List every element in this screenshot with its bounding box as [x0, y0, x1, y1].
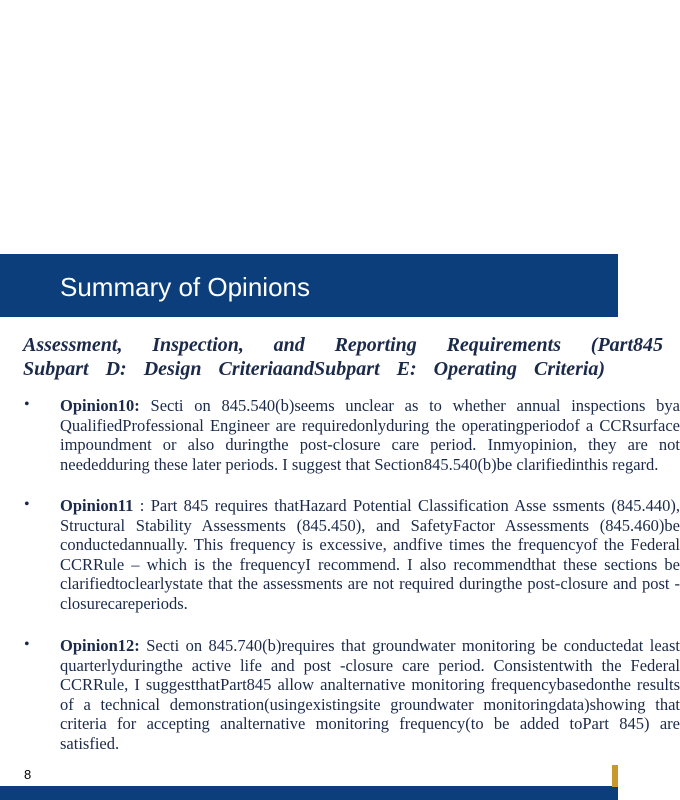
opinion-text: : Part 845 requires thatHazard Potential Classification Asse ssments (845.440), Structural Stability Assessments (845.450), and SafetyFactor Assessments (845.460)be conductedannually. This frequency is excessive, andfive times the frequencyof the Federal CCRRule – which is the frequencyI recommend. I also recommendthat these sections be clarifiedtoclearlystate that the assessments are not required duringthe post-closure and post -closurecareperiods. [60, 496, 680, 613]
section-heading [23, 333, 663, 381]
footer-bar [0, 786, 618, 800]
bullet-marker: • [24, 396, 30, 413]
corner-accent [612, 765, 618, 787]
opinion-label: Opinion10: [60, 396, 140, 415]
bullet-marker: • [24, 636, 30, 653]
opinion-12 [60, 636, 680, 754]
section-heading-line-1: Assessment, Inspection, and Reporting Requirements (Part845 [23, 334, 663, 356]
opinion-text: Secti on 845.740(b)requires that groundwater monitoring be conductedat least quarterlyduringthe active life and post -closure care period. Consistentwith the Federal CCRRule, I suggestthatPart845 allow analternative monitoring frequencybasedonthe results of a technical demonstration(usingexistingsite groundwater monitoringdata)showing that criteria for accepting analternative monitoring frequency(to be added toPart 845) are satisfied. [60, 636, 680, 753]
slide-title: Summary of Opinions [60, 272, 310, 302]
bullet-marker: • [24, 496, 30, 513]
opinion-text: Secti on 845.540(b)seems unclear as to whether annual inspections bya QualifiedProfessional Engineer are requiredonlyduring the operatingperiodof a CCRsurface impoundment or also duringthe post-closure care period. Inmyopinion, they are not neededduring these later periods. I suggest that Section845.540(b)be clarifiedinthis regard. [60, 396, 680, 474]
section-heading-line-2: Subpart D: Design CriteriaandSubpart E: Operating Criteria) [23, 358, 606, 380]
opinion-label: Opinion11 [60, 496, 134, 515]
opinion-11 [60, 496, 680, 614]
opinion-10 [60, 396, 680, 474]
opinion-label: Opinion12: [60, 636, 140, 655]
page-number: 8 [24, 767, 32, 782]
